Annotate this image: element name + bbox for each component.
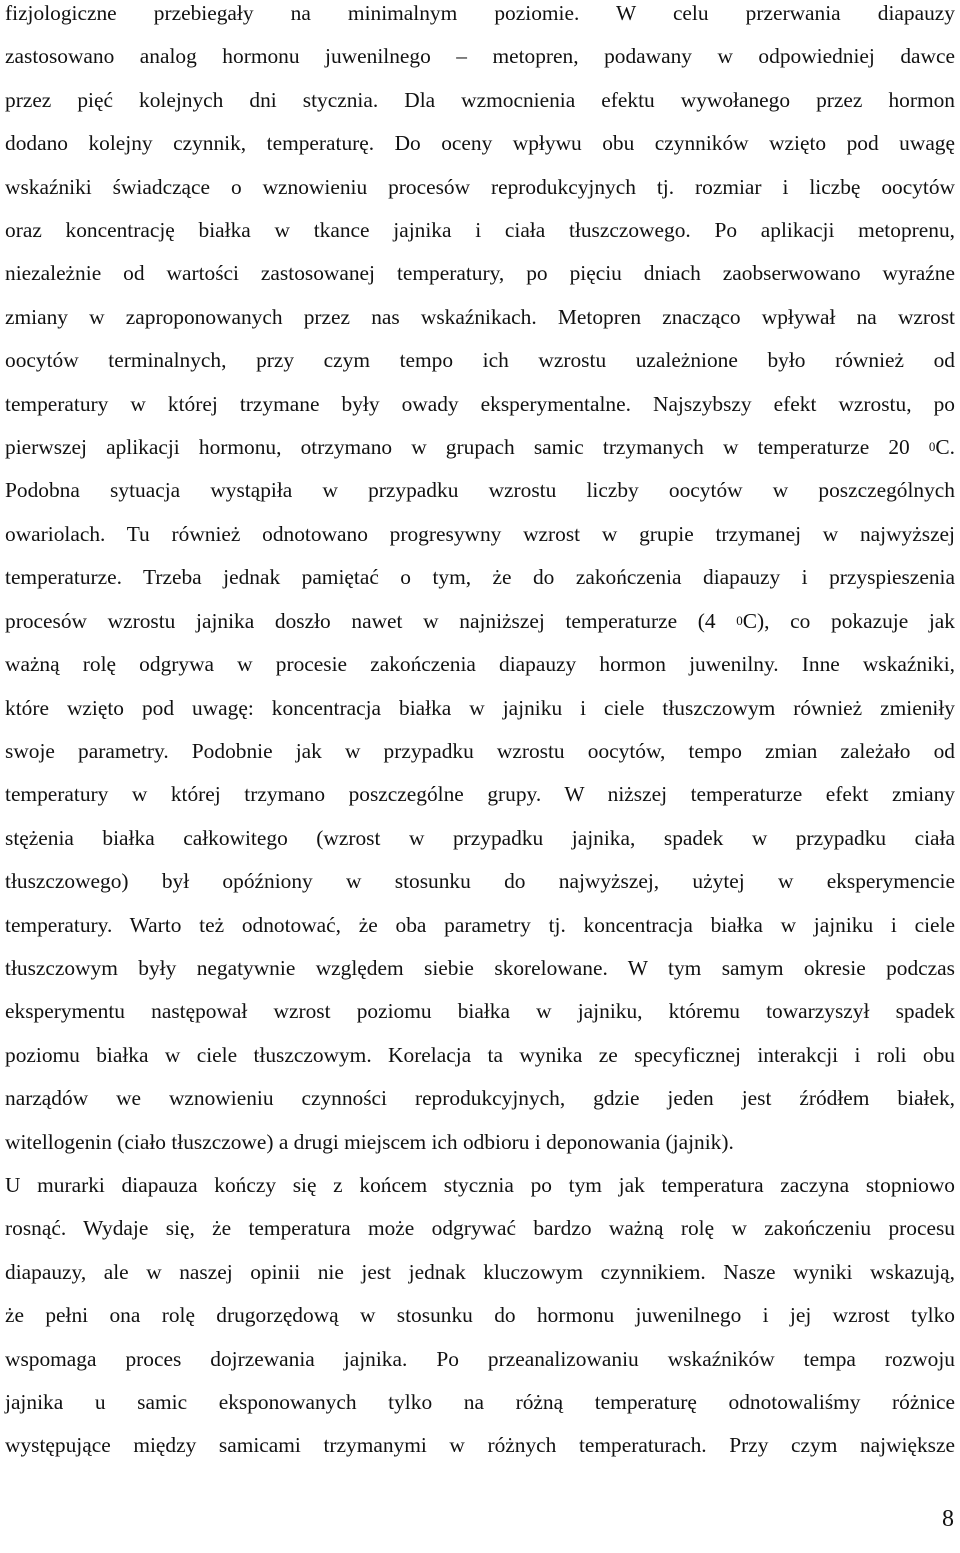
paragraph-2	[5, 1164, 955, 1468]
text-line: zastosowano analog hormonu juwenilnego – metopren, podawany w odpowiedniej dawce	[5, 44, 955, 69]
text-line-with-superscript	[5, 600, 955, 643]
text-line: oocytów terminalnych, przy czym tempo ich wzrostu uzależnione było również od	[5, 348, 955, 373]
text-line: ważną rolę odgrywa w procesie zakończenia diapauzy hormon juwenilny. Inne wskaźniki,	[5, 652, 955, 677]
text-line: owariolach. Tu również odnotowano progresywny wzrost w grupie trzymanej w najwyższej	[5, 521, 955, 546]
line-text: pierwszej aplikacji hormonu, otrzymano w grupach samic trzymanych w temperaturze 20	[5, 435, 929, 460]
text-line: U murarki diapauza kończy się z końcem stycznia po tym jak temperatura zaczyna stopniowo	[5, 1172, 955, 1197]
text-line: rosnąć. Wydaje się, że temperatura może odgrywać bardzo ważną rolę w zakończeniu procesu	[5, 1216, 955, 1241]
text-line: temperatury w której trzymano poszczególne grupy. W niższej temperaturze efekt zmiany	[5, 782, 955, 807]
line-text: C.	[935, 435, 955, 460]
text-line: jajnika u samic eksponowanych tylko na różną temperaturę odnotowaliśmy różnice	[5, 1390, 955, 1414]
text-line: diapauzy, ale w naszej opinii nie jest jednak kluczowym czynnikiem. Nasze wyniki wskazują,	[5, 1259, 955, 1284]
text-line: eksperymentu następował wzrost poziomu białka w jajniku, któremu towarzyszył spadek	[5, 999, 955, 1024]
text-line: tłuszczowym były negatywnie względem siebie skorelowane. W tym samym okresie podczas	[5, 955, 955, 980]
text-line: które wzięto pod uwagę: koncentracja białka w jajniku i ciele tłuszczowym również zmieniły	[5, 695, 955, 720]
text-line: stężenia białka całkowitego (wzrost w przypadku jajnika, spadek w przypadku ciała	[5, 825, 955, 850]
degree-superscript: 0	[928, 439, 936, 455]
text-line: witellogenin (ciało tłuszczowe) a drugi miejscem ich odbioru i deponowania (jajnik).	[5, 1129, 734, 1154]
degree-superscript: 0	[736, 612, 743, 628]
text-line: wspomaga proces dojrzewania jajnika. Po przeanalizowaniu wskaźników tempa rozwoju	[5, 1346, 955, 1371]
text-line: poziomu białka w ciele tłuszczowym. Korelacja ta wynika ze specyficznej interakcji i roli obu	[5, 1042, 955, 1067]
text-line: swoje parametry. Podobnie jak w przypadku wzrostu oocytów, tempo zmian zależało od	[5, 738, 955, 763]
text-line: tłuszczowego) był opóźniony w stosunku do najwyższej, użytej w eksperymencie	[5, 869, 955, 894]
text-line: występujące między samicami trzymanymi w różnych temperaturach. Przy czym największe	[5, 1433, 955, 1458]
text-line: narządów we wznowieniu czynności reprodukcyjnych, gdzie jeden jest źródłem białek,	[5, 1086, 955, 1111]
text-line: niezależnie od wartości zastosowanej temperatury, po pięciu dniach zaobserwowano wyraźne	[5, 261, 955, 286]
text-line: temperatury. Warto też odnotować, że oba parametry tj. koncentracja białka w jajniku i ciele	[5, 912, 955, 937]
text-line: fizjologiczne przebiegały na minimalnym poziomie. W celu przerwania diapauzy	[5, 1, 955, 25]
page-number: 8	[942, 1506, 954, 1532]
text-line: wskaźniki świadczące o wznowieniu procesów reprodukcyjnych tj. rozmiar i liczbę oocytów	[5, 174, 955, 199]
text-line: oraz koncentrację białka w tkance jajnika i ciała tłuszczowego. Po aplikacji metoprenu,	[5, 218, 955, 243]
text-line: temperatury w której trzymane były owady eksperymentalne. Najszybszy efekt wzrostu, po	[5, 391, 955, 416]
text-line: przez pięć kolejnych dni stycznia. Dla wzmocnienia efektu wywołanego przez hormon	[5, 87, 955, 112]
text-line: zmiany w zaproponowanych przez nas wskaźnikach. Metopren znacząco wpływał na wzrost	[5, 304, 955, 329]
text-line: dodano kolejny czynnik, temperaturę. Do oceny wpływu obu czynników wzięto pod uwagę	[5, 131, 955, 156]
body-text	[5, 0, 955, 1468]
line-text: procesów wzrostu jajnika doszło nawet w najniższej temperaturze (4	[5, 608, 737, 633]
paragraph-1	[5, 0, 955, 1164]
text-line-with-superscript	[5, 426, 955, 469]
text-line: temperaturze. Trzeba jednak pamiętać o tym, że do zakończenia diapauzy i przyspieszenia	[5, 565, 955, 590]
text-line: Podobna sytuacja wystąpiła w przypadku wzrostu liczby oocytów w poszczególnych	[5, 478, 955, 503]
text-line: że pełni ona rolę drugorzędową w stosunku do hormonu juwenilnego i jej wzrost tylko	[5, 1303, 955, 1328]
line-text: C), co pokazuje jak	[742, 608, 955, 633]
